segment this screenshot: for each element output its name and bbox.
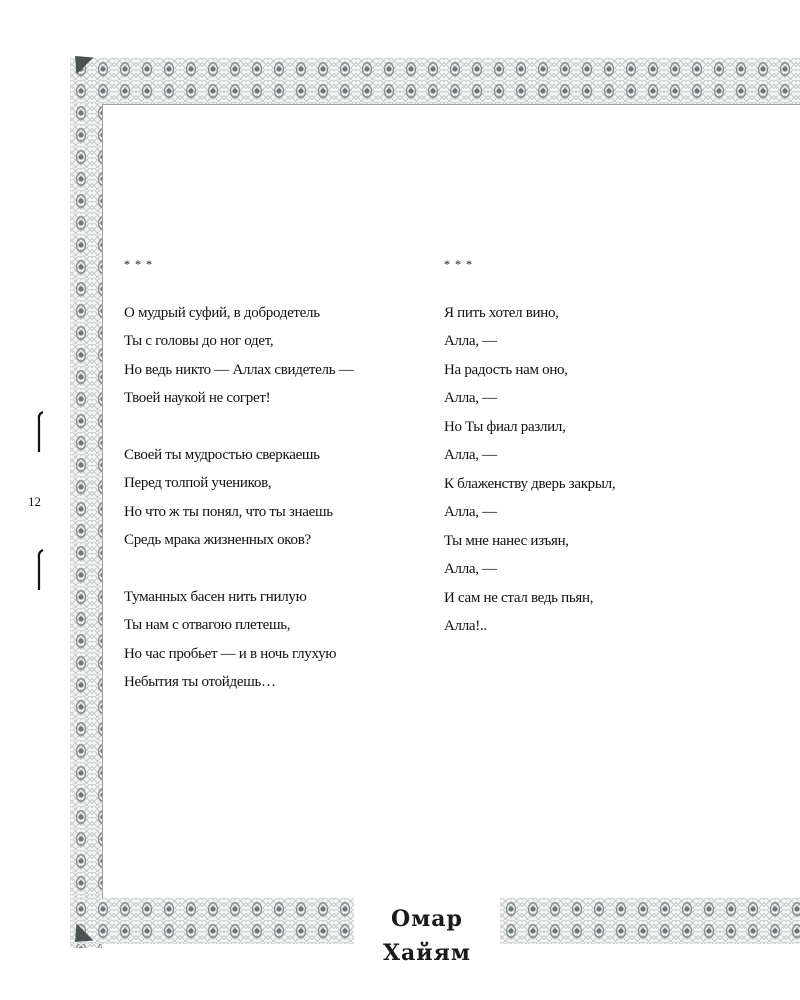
verse-line: Своей ты мудростью сверкаешь <box>124 446 320 463</box>
verse-line: Средь мрака жизненных оков? <box>124 532 311 548</box>
border-inner-line-left <box>102 104 103 898</box>
footer-author-title: Омар Хайям <box>382 906 471 966</box>
verse-line: Алла, — <box>444 447 497 463</box>
ornamental-border-left <box>70 58 102 948</box>
poem-separator: * * * <box>124 257 153 271</box>
verse-line: Ты мне нанес изъян, <box>444 532 569 549</box>
verse-line: Но ведь никто — Аллах свидетель — <box>124 361 354 378</box>
verse-line: Алла, — <box>444 504 497 520</box>
page-number-ornament-icon <box>36 548 46 592</box>
verse-line: И сам не стал ведь пьян, <box>444 589 594 606</box>
verse-line: Ты нам с отвагою плетешь, <box>124 617 291 633</box>
verse-line: Алла!.. <box>444 618 487 634</box>
border-inner-line-top <box>102 104 800 105</box>
page-number-ornament-icon <box>36 410 46 454</box>
poem-right <box>444 250 744 641</box>
poem-separator: * * * <box>444 257 473 271</box>
verse-line: Алла, — <box>444 390 497 406</box>
verse-line: О мудрый суфий, в добродетель <box>124 304 320 321</box>
stanza <box>124 299 414 413</box>
ornamental-border-bottom-right <box>500 898 800 944</box>
verse-line: Твоей наукой не согрет! <box>124 390 271 406</box>
verse-line: Но час пробьет — и в ночь глухую <box>124 645 337 662</box>
verse-line: Небытия ты отойдешь… <box>124 674 276 690</box>
poem-left <box>124 250 414 725</box>
ornamental-border-bottom-left <box>70 898 354 944</box>
ornamental-border-top <box>70 58 800 104</box>
verse-line: Перед толпой учеников, <box>124 475 272 491</box>
verse-line: На радость нам оно, <box>444 361 568 378</box>
stanza <box>124 583 414 697</box>
verse-line: К блаженству дверь закрыл, <box>444 475 616 492</box>
verse-line: Но Ты фиал разлил, <box>444 418 566 435</box>
verse-line: Алла, — <box>444 333 497 349</box>
verse-line: Алла, — <box>444 561 497 577</box>
page-number: 12 <box>28 494 41 509</box>
verse-line: Туманных басен нить гнилую <box>124 588 307 605</box>
verse-line: Я пить хотел вино, <box>444 304 559 321</box>
stanza <box>124 441 414 555</box>
verse-line: Ты с головы до ног одет, <box>124 333 274 349</box>
verse-line: Но что ж ты понял, что ты знаешь <box>124 503 333 520</box>
